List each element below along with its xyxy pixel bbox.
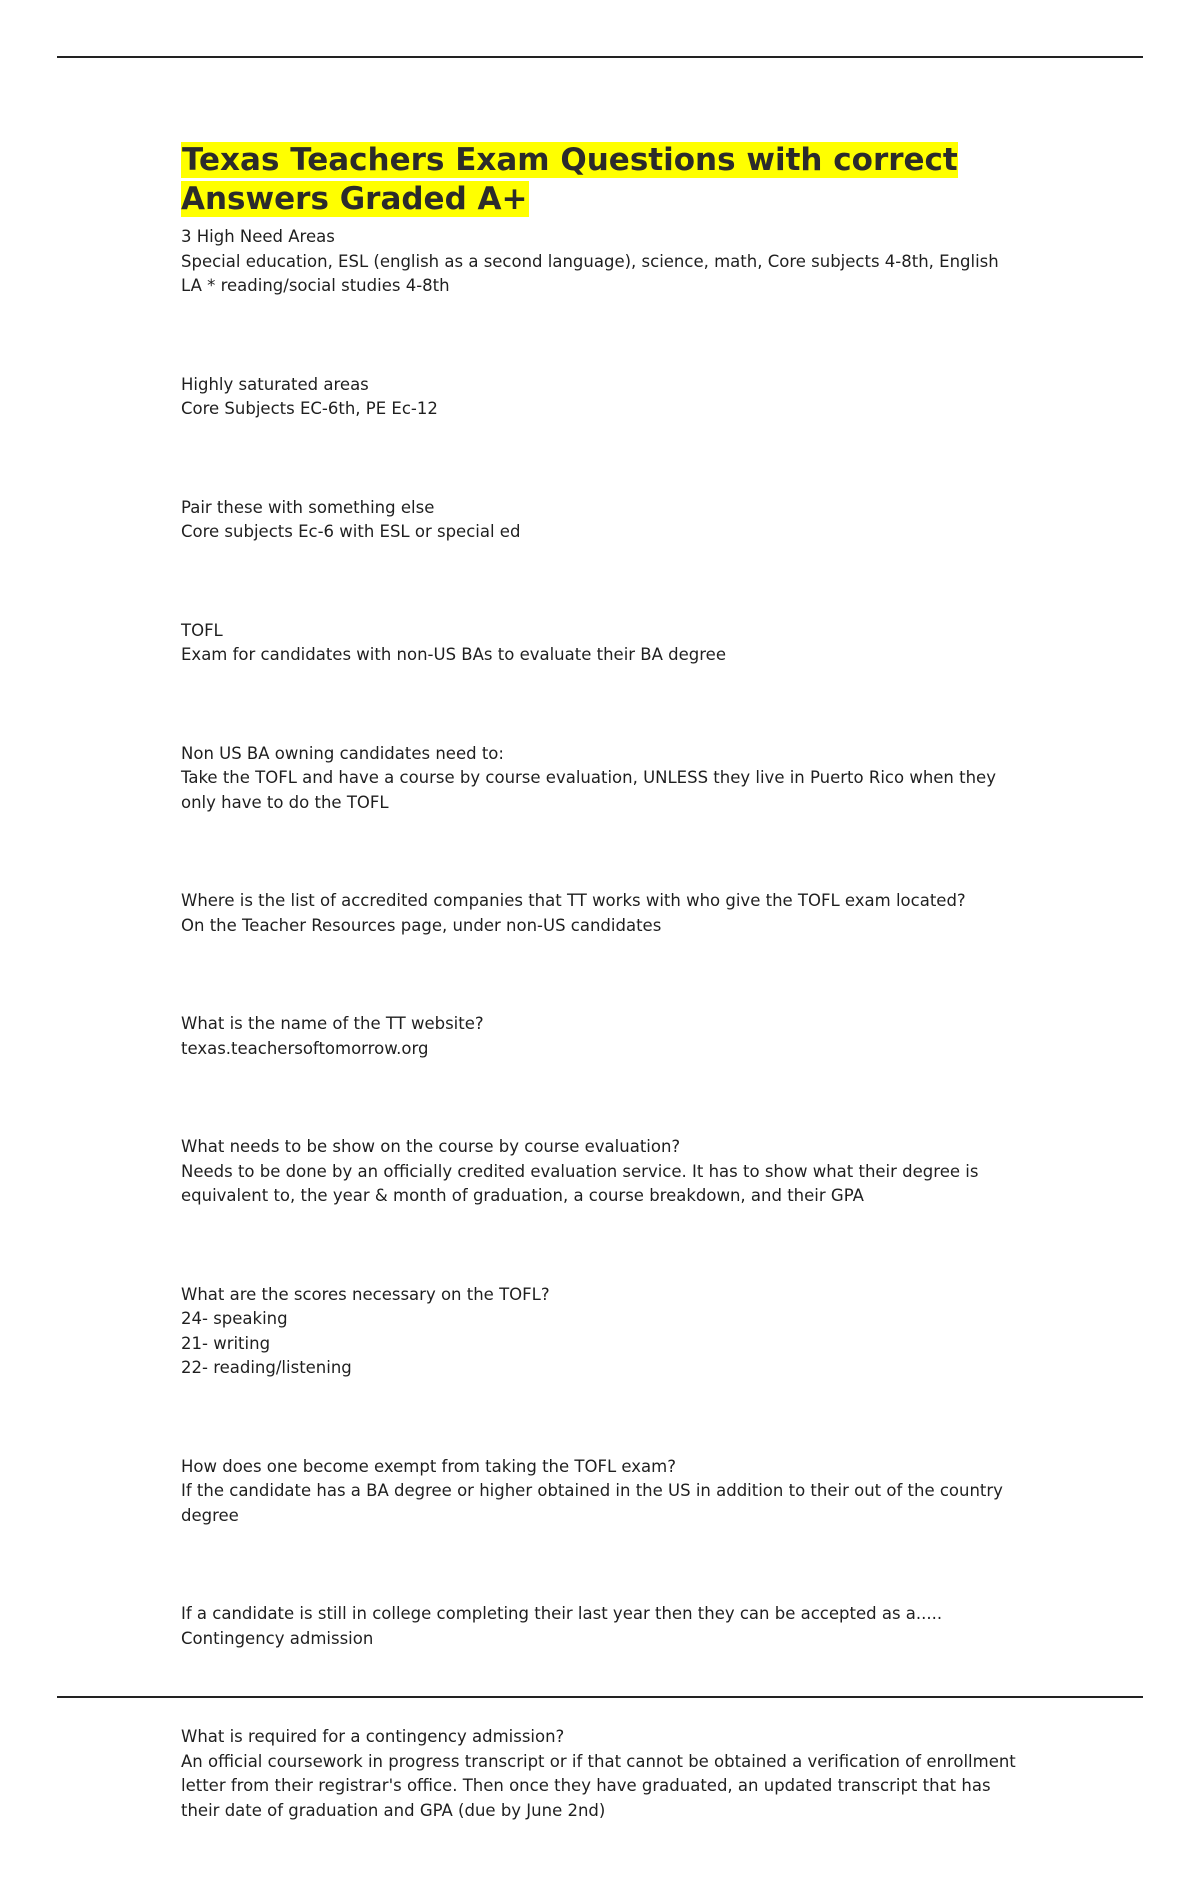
question-text: TOFL — [181, 620, 223, 640]
qa-item — [181, 742, 1016, 816]
document-body — [181, 141, 1016, 1897]
qa-item — [181, 889, 1016, 938]
question-text: Pair these with something else — [181, 497, 435, 517]
question-text: What needs to be show on the course by course evaluation? — [181, 1137, 681, 1156]
answer-text: On the Teacher Resources page, under non-US candidates — [181, 915, 662, 935]
document-title — [181, 141, 1016, 219]
qa-item — [181, 1012, 1016, 1061]
answer-text: Core subjects Ec-6 with ESL or special ed — [181, 522, 521, 541]
qa-item — [181, 373, 1016, 422]
answer-text: An official coursework in progress transcript or if that cannot be obtained a verification of enrollment letter from their registrar's office. Then once they have graduated, an updated transcript that has their date of graduation and GPA (due by June 2nd) — [181, 1751, 1016, 1820]
qa-item — [181, 1725, 1016, 1823]
qa-item — [181, 1455, 1016, 1529]
question-text: How does one become exempt from taking the TOFL exam? — [181, 1456, 676, 1476]
title-highlight: Texas Teachers Exam Questions with correct Answers Graded A+ — [181, 142, 958, 217]
answer-text: Core Subjects EC-6th, PE Ec-12 — [181, 399, 438, 418]
question-text: If a candidate is still in college completing their last year then they can be accepted as a..... — [181, 1604, 943, 1623]
question-text: Non US BA owning candidates need to: — [181, 743, 504, 763]
bottom-rule — [57, 1696, 1143, 1698]
answer-text: Contingency admission — [181, 1628, 374, 1648]
top-rule — [57, 56, 1143, 58]
question-text: What is required for a contingency admission? — [181, 1727, 565, 1746]
question-text: What are the scores necessary on the TOFL? — [181, 1284, 550, 1304]
qa-item — [181, 225, 1016, 299]
question-text: Highly saturated areas — [181, 374, 369, 394]
question-text: Where is the list of accredited companies that TT works with who give the TOFL exam located? — [181, 891, 966, 910]
qa-item — [181, 619, 1016, 668]
answer-text: Special education, ESL (english as a second language), science, math, Core subjects 4-8th, English LA * reading/social studies 4-8th — [181, 251, 999, 295]
answer-text: texas.teachersoftomorrow.org — [181, 1038, 429, 1058]
answer-text: Take the TOFL and have a course by course evaluation, UNLESS they live in Puerto Rico when they only have to do the TOFL — [181, 768, 996, 812]
qa-item — [181, 1135, 1016, 1209]
answer-text: Needs to be done by an officially credited evaluation service. It has to show what their degree is equivalent to, the year & month of graduation, a course breakdown, and their GPA — [181, 1161, 979, 1205]
question-text: What is the name of the TT website? — [181, 1014, 484, 1033]
question-text: 3 High Need Areas — [181, 227, 335, 246]
qa-item — [181, 1283, 1016, 1381]
answer-text: Exam for candidates with non-US BAs to evaluate their BA degree — [181, 645, 726, 664]
qa-item — [181, 1602, 1016, 1651]
answer-text: If the candidate has a BA degree or higher obtained in the US in addition to their out of the country degree — [181, 1481, 1003, 1525]
answer-text: 24- speaking 21- writing 22- reading/listening — [181, 1309, 352, 1377]
qa-item — [181, 496, 1016, 545]
